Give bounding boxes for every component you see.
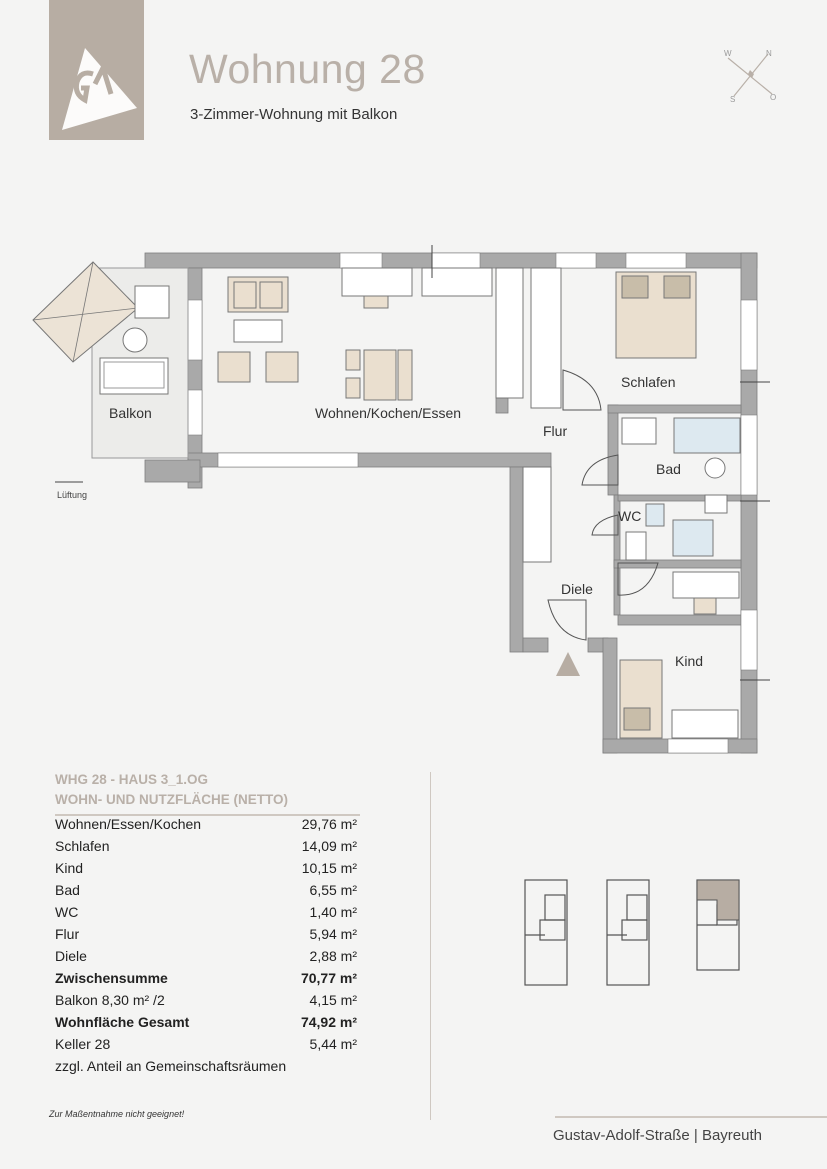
area-value: 4,15 m² <box>309 992 357 1008</box>
area-table <box>55 813 357 1077</box>
vertical-divider <box>430 772 431 1120</box>
room-label-diele: Diele <box>561 581 593 597</box>
unit-heading: WHG 28 - HAUS 3_1.OG <box>55 772 209 787</box>
area-label: WC <box>55 904 79 920</box>
disclaimer: Zur Maßentnahme nicht geeignet! <box>49 1109 185 1119</box>
page-subtitle: 3-Zimmer-Wohnung mit Balkon <box>190 106 398 123</box>
room-label-schlafen: Schlafen <box>621 374 676 390</box>
highlighted-unit <box>697 880 739 920</box>
room-label-bad: Bad <box>656 461 681 477</box>
area-value: 6,55 m² <box>309 882 357 898</box>
footer-rule <box>555 1116 827 1118</box>
area-value: 29,76 m² <box>301 816 357 832</box>
area-row <box>55 989 357 1011</box>
area-value: 10,15 m² <box>301 860 357 876</box>
area-row-total <box>55 1011 357 1033</box>
key-plans <box>505 865 755 995</box>
area-label: Schlafen <box>55 838 110 854</box>
area-heading <box>55 770 365 816</box>
area-row <box>55 857 357 879</box>
brand-logo <box>49 0 144 140</box>
area-row <box>55 813 357 835</box>
vent-label: Lüftung <box>57 490 88 500</box>
area-label: Kind <box>55 860 84 876</box>
area-row <box>55 945 357 967</box>
compass-o: O <box>770 93 777 102</box>
area-value: 1,40 m² <box>309 904 357 920</box>
area-label: Balkon 8,30 m² /2 <box>55 992 165 1008</box>
area-label: Wohnfläche Gesamt <box>55 1014 190 1030</box>
compass-w: W <box>724 49 732 58</box>
area-value: 14,09 m² <box>301 838 357 854</box>
area-value: 74,92 m² <box>300 1014 357 1030</box>
area-value: 70,77 m² <box>300 970 357 986</box>
address: Gustav-Adolf-Straße | Bayreuth <box>553 1127 762 1144</box>
room-label-wohnen: Wohnen/Kochen/Essen <box>315 405 462 421</box>
area-row <box>55 1033 357 1055</box>
bathtub <box>674 418 740 453</box>
area-value: 5,94 m² <box>309 926 357 942</box>
area-label: Bad <box>55 882 80 898</box>
area-row-subtotal <box>55 967 357 989</box>
unit-subheading: WOHN- UND NUTZFLÄCHE (NETTO) <box>55 792 288 807</box>
room-label-kind: Kind <box>675 653 704 669</box>
area-value: 2,88 m² <box>309 948 357 964</box>
area-label: Keller 28 <box>55 1036 111 1052</box>
floor-plan-drawing <box>28 240 788 760</box>
area-row <box>55 879 357 901</box>
area-row <box>55 835 357 857</box>
area-label: Wohnen/Essen/Kochen <box>55 816 202 832</box>
entrance-marker <box>556 652 580 676</box>
page-title: Wohnung 28 <box>189 46 426 92</box>
area-label: Diele <box>55 948 87 964</box>
floor-plan <box>28 240 788 765</box>
room-label-balkon: Balkon <box>109 405 152 421</box>
compass-icon <box>716 44 786 109</box>
area-value: 5,44 m² <box>309 1036 357 1052</box>
shower <box>673 520 713 556</box>
room-label-wc: WC <box>618 508 642 524</box>
area-label: Flur <box>55 926 80 942</box>
area-row <box>55 901 357 923</box>
area-row <box>55 923 357 945</box>
room-label-flur: Flur <box>543 423 568 439</box>
compass-n: N <box>766 49 772 58</box>
compass-s: S <box>730 95 736 104</box>
area-note: zzgl. Anteil an Gemeinschaftsräumen <box>55 1058 287 1074</box>
area-label: Zwischensumme <box>55 970 168 986</box>
